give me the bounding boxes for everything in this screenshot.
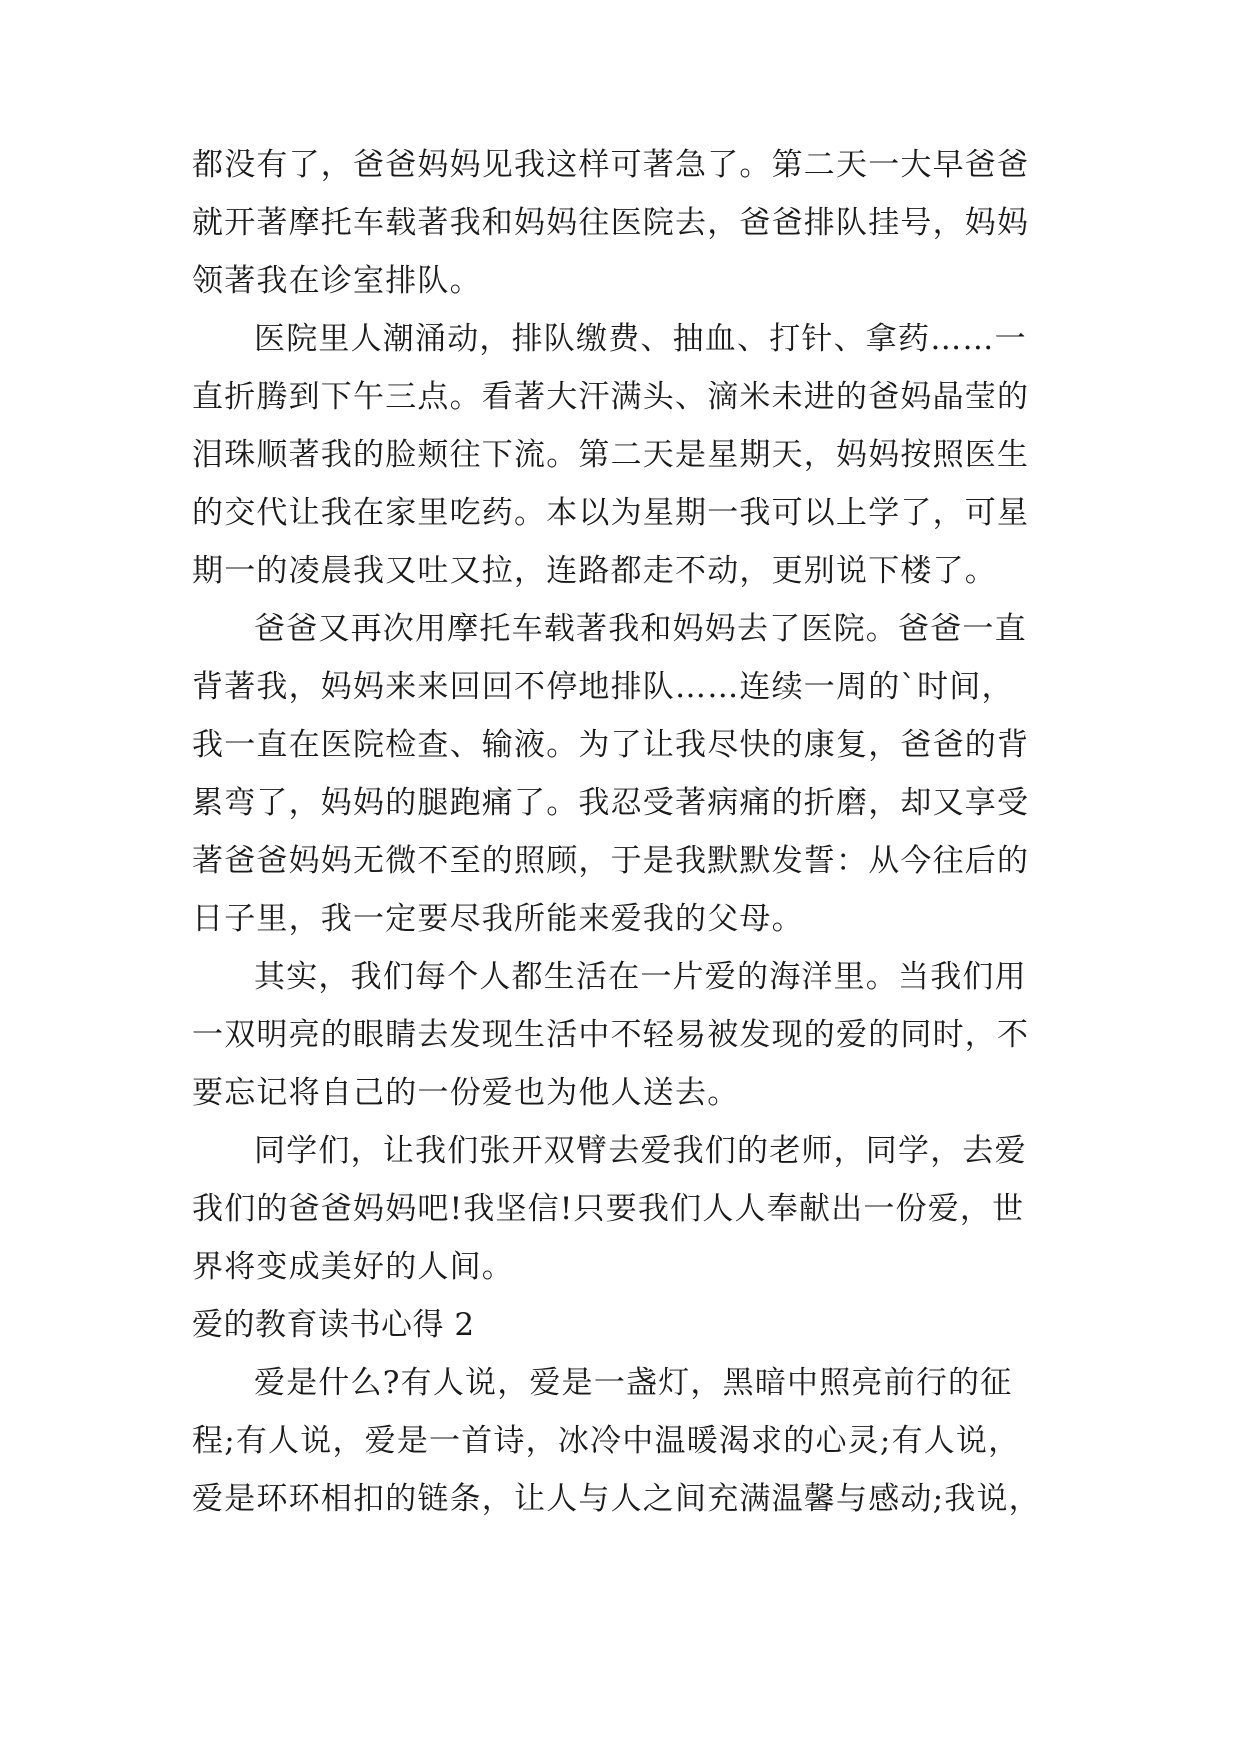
text-line: 的交代让我在家里吃药。本以为星期一我可以上学了，可星 — [192, 495, 1030, 531]
text-line: 要忘记将自己的一份爱也为他人送去。 — [192, 1075, 740, 1111]
section-heading: 爱的教育读书心得 2 — [192, 1307, 475, 1343]
text-line: 我们的爸爸妈妈吧!我坚信!只要我们人人奉献出一份爱，世 — [192, 1191, 1025, 1227]
paragraph-first-line: 医院里人潮涌动，排队缴费、抽血、打针、拿药……一 — [254, 321, 1027, 357]
text-line: 期一的凌晨我又吐又拉，连路都走不动，更别说下楼了。 — [192, 553, 997, 589]
text-line: 领著我在诊室排队。 — [192, 263, 482, 299]
text-line: 直折腾到下午三点。看著大汗满头、滴米未进的爸妈晶莹的 — [192, 379, 1030, 415]
text-line: 程;有人说，爱是一首诗，冰冷中温暖渴求的心灵;有人说， — [192, 1423, 1021, 1459]
text-line: 一双明亮的眼睛去发现生活中不轻易被发现的爱的同时，不 — [192, 1017, 1030, 1053]
text-line: 泪珠顺著我的脸颊往下流。第二天是星期天，妈妈按照医生 — [192, 437, 1030, 473]
text-line: 累弯了，妈妈的腿跑痛了。我忍受著病痛的折磨，却又享受 — [192, 785, 1030, 821]
text-line: 日子里，我一定要尽我所能来爱我的父母。 — [192, 901, 804, 937]
text-line: 都没有了，爸爸妈妈见我这样可著急了。第二天一大早爸爸 — [192, 147, 1030, 183]
text-line: 著爸爸妈妈无微不至的照顾，于是我默默发誓：从今往后的 — [192, 843, 1030, 879]
paragraph-first-line: 爸爸又再次用摩托车载著我和妈妈去了医院。爸爸一直 — [254, 611, 1027, 647]
text-line: 爱是环环相扣的链条，让人与人之间充满温馨与感动;我说， — [192, 1481, 1041, 1517]
text-line: 界将变成美好的人间。 — [192, 1249, 514, 1285]
text-line: 我一直在医院检查、输液。为了让我尽快的康复，爸爸的背 — [192, 727, 1030, 763]
paragraph-first-line: 其实，我们每个人都生活在一片爱的海洋里。当我们用 — [254, 959, 1027, 995]
text-line: 就开著摩托车载著我和妈妈往医院去，爸爸排队挂号，妈妈 — [192, 205, 1030, 241]
text-line: 背著我，妈妈来来回回不停地排队……连续一周的`时间， — [192, 669, 1014, 705]
paragraph-first-line: 爱是什么?有人说，爱是一盏灯，黑暗中照亮前行的征 — [254, 1365, 1013, 1401]
paragraph-first-line: 同学们，让我们张开双臂去爱我们的老师，同学，去爱 — [254, 1133, 1027, 1169]
